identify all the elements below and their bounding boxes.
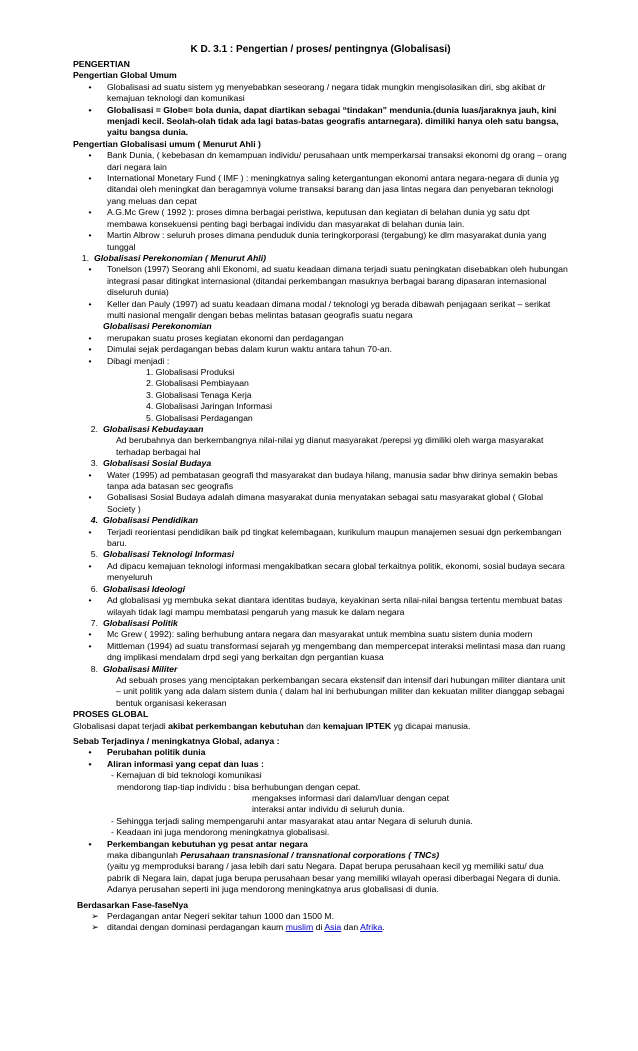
sebab-3-details: maka dibangunlah Perusahaan transnasional / transnational corporations ( TNCs) (yaitu yg memproduksi barang / jasa lebih dari satu Negara. Dapat berupa perusahaan kecil yg memiliki satu/ dua pabrik di Negara lain, dapat juga berupa perusahaan besar yang memiliki wilayah operasi diberbagai Negara di dunia. Adanya perusahan seperti ini juga mendorong meningkatnya arus globalisasi di dunia.: [107, 850, 561, 895]
section-heading-militer: 8. Globalisasi Militer: [90, 663, 178, 674]
bullet-icon: •: [88, 492, 92, 503]
link-muslim[interactable]: muslim: [285, 922, 314, 933]
list-item: • A.G.Mc Grew ( 1992 ): proses dimna berbagai peristiwa, keputusan dan kegiatan di belahan dunia yg satu dpt membawa konsekuensi penting bagi berbagai individu dan masyarakat di belahan dunia lain.: [73, 207, 568, 230]
bullet-icon: •: [88, 469, 92, 480]
bullet-icon: •: [88, 595, 92, 606]
bullet-icon: •: [88, 173, 92, 184]
bullet-icon: •: [88, 298, 92, 309]
proses-intro: Globalisasi dapat terjadi akibat perkembangan kebutuhan dan kemajuan IPTEK yg dicapai manusia.: [73, 720, 471, 731]
section-text: Ad sebuah proses yang menciptakan perkembangan secara ekstensif dan intensif dari hubungan militer diantara unit – unit politik yang ada dalam sistem dunia ( dalam hal ini berhubungan militer dan kekuatan militer dianggap sebagai bentuk organisasi kekerasan: [116, 674, 566, 708]
list-item: • Dimulai sejak perdagangan bebas dalam kurun waktu antara tahun 70-an.: [73, 344, 568, 355]
list-item: • Mc Grew ( 1992): saling berhubung antara negara dan masyarakat untuk membina suatu sistem dunia modern: [73, 629, 568, 640]
bullet-icon: •: [88, 332, 92, 343]
list-item: • Dibagi menjadi :: [73, 356, 568, 367]
sebab-heading: Sebab Terjadinya / meningkatnya Global, adanya :: [73, 735, 280, 746]
bullet-icon: •: [88, 758, 92, 769]
list-item: ➢ ditandai dengan dominasi perdagangan kaum muslim di Asia dan Afrika.: [73, 922, 568, 933]
section-heading-kebudayaan: 2. Globalisasi Kebudayaan: [90, 424, 204, 434]
list-item: 1. Globalisasi Produksi: [146, 366, 235, 377]
list-item: • Ad dipacu kemajuan teknologi informasi mengakibatkan secara global terkaitnya politik, ekonomi, sosial budaya secara menyeluruh: [73, 561, 568, 584]
bullet-icon: •: [88, 81, 92, 92]
list-item: ➢ Perdagangan antar Negeri sekitar tahun 1000 dan 1500 M.: [73, 911, 568, 922]
list-item: • Tonelson (1997) Seorang ahli Ekonomi, ad suatu keadaan dimana terjadi suatu peningkatan disebabkan oleh hubungan integrasi pasar ditingkat internasional (ditandai perkembangan masuknya berbagai barang dipasaran internasional diseluruh dunia): [73, 264, 568, 298]
fase-heading: Berdasarkan Fase-faseNya: [77, 899, 189, 910]
list-item: • Martin Albrow : seluruh proses dimana penduduk dunia teringkorporasi (tergabung) ke dlm masyarakat dunia yang tunggal: [73, 230, 568, 253]
list-item: • Terjadi reorientasi pendidikan baik pd tingkat kelembagaan, kurikulum maupun manajemen sesuai dgn perkembangan baru.: [73, 527, 568, 550]
bullet-icon: •: [88, 526, 92, 537]
link-asia[interactable]: Asia: [324, 922, 342, 933]
list-item: • Water (1995) ad pembatasan geografi thd masyarakat dan budaya hilang, manusia sadar bhw dirinya semakin bebas tanpa ada batasan sec geografis: [73, 470, 568, 493]
bullet-icon: •: [88, 629, 92, 640]
section-heading-perekonomian: 1. Globalisasi Perekonomian ( Menurut Ahli): [81, 252, 267, 263]
section-text: Ad berubahnya dan berkembangnya nilai-nilai yg dianut masyarakat /perepsi yg dimiliki oleh warga masyarakat terhadap berbagai hal: [116, 435, 544, 457]
document-page: [73, 44, 568, 934]
list-item: • Bank Dunia, ( kebebasan dn kemampuan individu/ perusahaan untk memperkarsai transaksi ekonomi dg orang – orang dari negara lain: [73, 150, 568, 173]
bullet-icon: •: [88, 150, 92, 161]
list-item: • Keller dan Pauly (1997) ad suatu keadaan dimana modal / teknologi yg berada dibawah penjagaan serikat – serikat multi nasional mengalir dengan bebas melintas batasan geografis suatu negara: [73, 299, 568, 322]
list-item: • Globalisasi = Globe= bola dunia, dapat diartikan sebagai “tindakan” mendunia.(dunia luas/jaraknya jauh, kini menjadi kecil. Seolah-olah tidak ada lagi batas-batas geografis antarnegara). dimiliki hanya oleh satu bangsa, yaitu bangsa dunia.: [73, 105, 568, 139]
sebab-2-details: - Kemajuan di bid teknologi komunikasi mendorong tiap-tiap individu : bisa berhubungan dengan cepat. mengakses informasi dari dalam/luar dengan cepat interaksi antar individu di seluruh dunia. - Sehingga terjadi saling mempengaruhi antar masyarakat atau antar Negara di seluruh dunia. - Keadaan ini juga mendorong meningkatnya globalisasi.: [111, 770, 473, 838]
arrow-bullet-icon: ➢: [91, 911, 99, 922]
ahli-heading: Pengertian Globalisasi umum ( Menurut Ahli ): [73, 138, 261, 149]
bullet-icon: •: [88, 355, 92, 366]
bullet-icon: •: [88, 344, 92, 355]
list-item: • Perubahan politik dunia: [73, 747, 568, 758]
bullet-icon: •: [88, 640, 92, 651]
list-item: • International Monetary Fund ( IMF ) : meningkatnya saling ketergantungan ekonomi antara negara-negara di dunia yg ditandai oleh meningkat dan beragamnya volume transaksi barang dan jasa lintas negara dan penyebaran teknologi yang meluas dan cepat: [73, 173, 568, 207]
list-item: • Ad globalisasi yg membuka sekat diantara identitas budaya, keyakinan serta nilai-nilai bangsa tertentu membuat batas wilayah tidak lagi mampu membatasi pengaruh yang masuk ke dalam negara: [73, 595, 568, 618]
bullet-icon: •: [88, 838, 92, 849]
section-heading-ideologi: 6. Globalisasi Ideologi: [90, 583, 186, 594]
arrow-bullet-icon: ➢: [91, 922, 99, 933]
list-item: • Globalisasi ad suatu sistem yg menyebabkan seseorang / negara tidak mungkin mengisolasikan diri, sbg akibat dr kemajuan teknologi dan komunikasi: [73, 82, 568, 105]
bullet-icon: •: [88, 560, 92, 571]
pengertian-heading: PENGERTIAN: [73, 59, 130, 69]
link-afrika[interactable]: Afrika: [360, 922, 383, 933]
document-title: K D. 3.1 : Pengertian / proses/ pentingnya (Globalisasi): [190, 44, 451, 55]
bullet-icon: •: [88, 747, 92, 758]
bullet-icon: •: [88, 264, 92, 275]
section-heading-teknologi: 5. Globalisasi Teknologi Informasi: [90, 549, 234, 560]
list-item: • Mittleman (1994) ad suatu transformasi sejarah yg mengembang dan mempercepat interaksi melintasi masa dan ruang dng implikasi mendalam drpd segi yang berkaitan dgn pergantian kuasa: [73, 641, 568, 664]
section-heading-sosial-budaya: 3. Globalisasi Sosial Budaya: [90, 458, 212, 469]
proses-heading: PROSES GLOBAL: [73, 709, 149, 720]
bullet-icon: •: [88, 230, 92, 241]
list-item: 5. Globalisasi Perdagangan: [146, 412, 253, 423]
list-item: • Aliran informasi yang cepat dan luas :: [73, 759, 568, 770]
subsection-heading: Globalisasi Perekonomian: [103, 321, 212, 332]
list-item: • merupakan suatu proses kegiatan ekonomi dan perdagangan: [73, 333, 568, 344]
umum-heading: Pengertian Global Umum: [73, 70, 177, 81]
bullet-icon: •: [88, 207, 92, 218]
sublist: [73, 367, 568, 424]
section-heading-pendidikan: 4. Globalisasi Pendidikan: [90, 515, 199, 526]
list-item: • Gobalisasi Sosial Budaya adalah dimana masyarakat dunia menyatakan sebagai satu masyarakat global ( Global Society ): [73, 492, 568, 515]
list-item: 3. Globalisasi Tenaga Kerja: [146, 389, 252, 400]
list-item: 2. Globalisasi Pembiayaan: [146, 378, 249, 389]
list-item: • Perkembangan kebutuhan yg pesat antar negara: [73, 839, 568, 850]
section-heading-politik: 7. Globalisasi Politik: [90, 617, 178, 628]
bullet-icon: •: [88, 104, 92, 115]
list-item: 4. Globalisasi Jaringan Informasi: [146, 401, 273, 412]
